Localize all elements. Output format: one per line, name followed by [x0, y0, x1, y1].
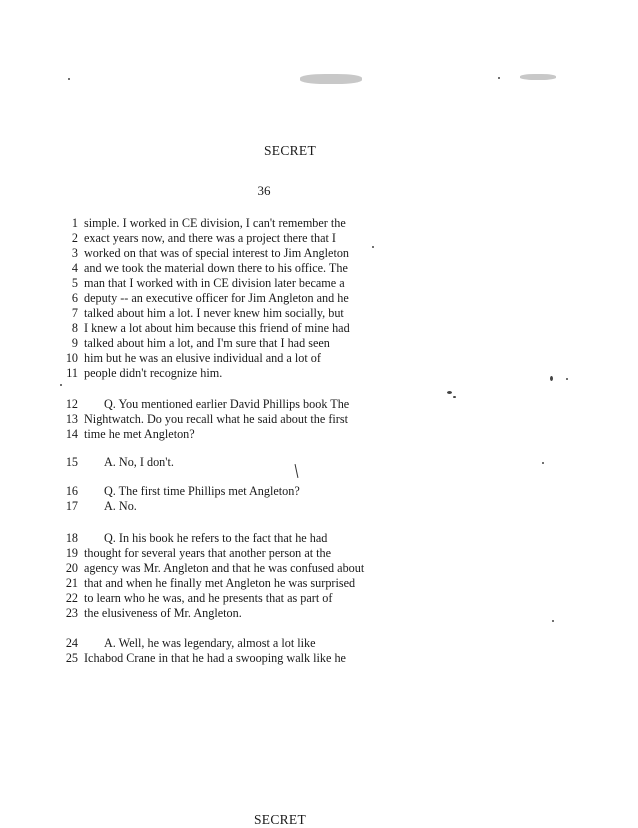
scan-speck [552, 620, 554, 622]
scan-speck [550, 376, 553, 381]
line-number: 24 [65, 636, 78, 650]
line-text: thought for several years that another person at the [84, 546, 332, 560]
page-number: 36 [257, 183, 271, 198]
line-text: I knew a lot about him because this friend of mine had [84, 321, 350, 335]
line-number: 21 [65, 576, 78, 590]
line-text: exact years now, and there was a project there that I [84, 231, 336, 245]
scan-speck [453, 396, 456, 398]
line-text: Q. The first time Phillips met Angleton? [104, 484, 300, 498]
line-text: man that I worked with in CE division later became a [84, 276, 345, 290]
page-footer-classification: SECRET [253, 812, 307, 827]
line-text: A. No. [104, 499, 137, 513]
line-text: A. Well, he was legendary, almost a lot like [104, 636, 316, 650]
line-number: 15 [65, 455, 78, 469]
page-header-classification: SECRET [263, 143, 317, 158]
line-text: that and when he finally met Angleton he was surprised [84, 576, 356, 590]
scan-speck [498, 77, 500, 79]
line-number: 7 [71, 306, 78, 320]
line-text: to learn who he was, and he presents that as part of [84, 591, 333, 605]
scan-smudge-top-right [520, 74, 556, 80]
scan-smudge-top [300, 74, 362, 84]
line-number: 14 [65, 427, 78, 441]
line-text: simple. I worked in CE division, I can't remember the [84, 216, 346, 230]
line-number: 13 [65, 412, 78, 426]
line-number: 5 [71, 276, 78, 290]
scan-speck [372, 246, 374, 248]
scan-speck [447, 391, 452, 394]
line-number: 3 [71, 246, 78, 260]
scan-pen-mark [295, 464, 299, 478]
line-text: deputy -- an executive officer for Jim Angleton and he [84, 291, 349, 305]
line-number: 12 [65, 397, 78, 411]
line-text: worked on that was of special interest to Jim Angleton [84, 246, 350, 260]
line-text: time he met Angleton? [84, 427, 195, 441]
line-text: talked about him a lot, and I'm sure that I had seen [84, 336, 330, 350]
line-number: 8 [71, 321, 78, 335]
line-text: talked about him a lot. I never knew him socially, but [84, 306, 344, 320]
line-text: him but he was an elusive individual and a lot of [84, 351, 321, 365]
line-number: 16 [65, 484, 78, 498]
line-number: 25 [65, 651, 78, 665]
scan-speck [542, 462, 544, 464]
line-number: 18 [65, 531, 78, 545]
line-text: Q. You mentioned earlier David Phillips book The [104, 397, 350, 411]
line-number: 23 [65, 606, 78, 620]
line-number: 1 [71, 216, 78, 230]
line-number: 10 [65, 351, 78, 365]
line-number: 19 [65, 546, 78, 560]
line-text: Nightwatch. Do you recall what he said about the first [84, 412, 348, 426]
line-text: Ichabod Crane in that he had a swooping walk like he [84, 651, 346, 665]
line-text: Q. In his book he refers to the fact that he had [104, 531, 328, 545]
line-text: A. No, I don't. [104, 455, 174, 469]
line-number: 6 [71, 291, 78, 305]
line-number: 2 [71, 231, 78, 245]
line-number: 20 [65, 561, 78, 575]
line-number: 11 [66, 366, 78, 380]
line-number: 4 [71, 261, 78, 275]
line-number: 17 [65, 499, 78, 513]
line-text: the elusiveness of Mr. Angleton. [84, 606, 242, 620]
scan-speck [60, 384, 62, 386]
scan-speck [68, 78, 70, 80]
line-text: agency was Mr. Angleton and that he was confused about [84, 561, 365, 575]
scan-speck [566, 378, 568, 380]
line-number: 22 [65, 591, 78, 605]
line-text: and we took the material down there to his office. The [84, 261, 348, 275]
line-number: 9 [71, 336, 78, 350]
line-text: people didn't recognize him. [84, 366, 223, 380]
